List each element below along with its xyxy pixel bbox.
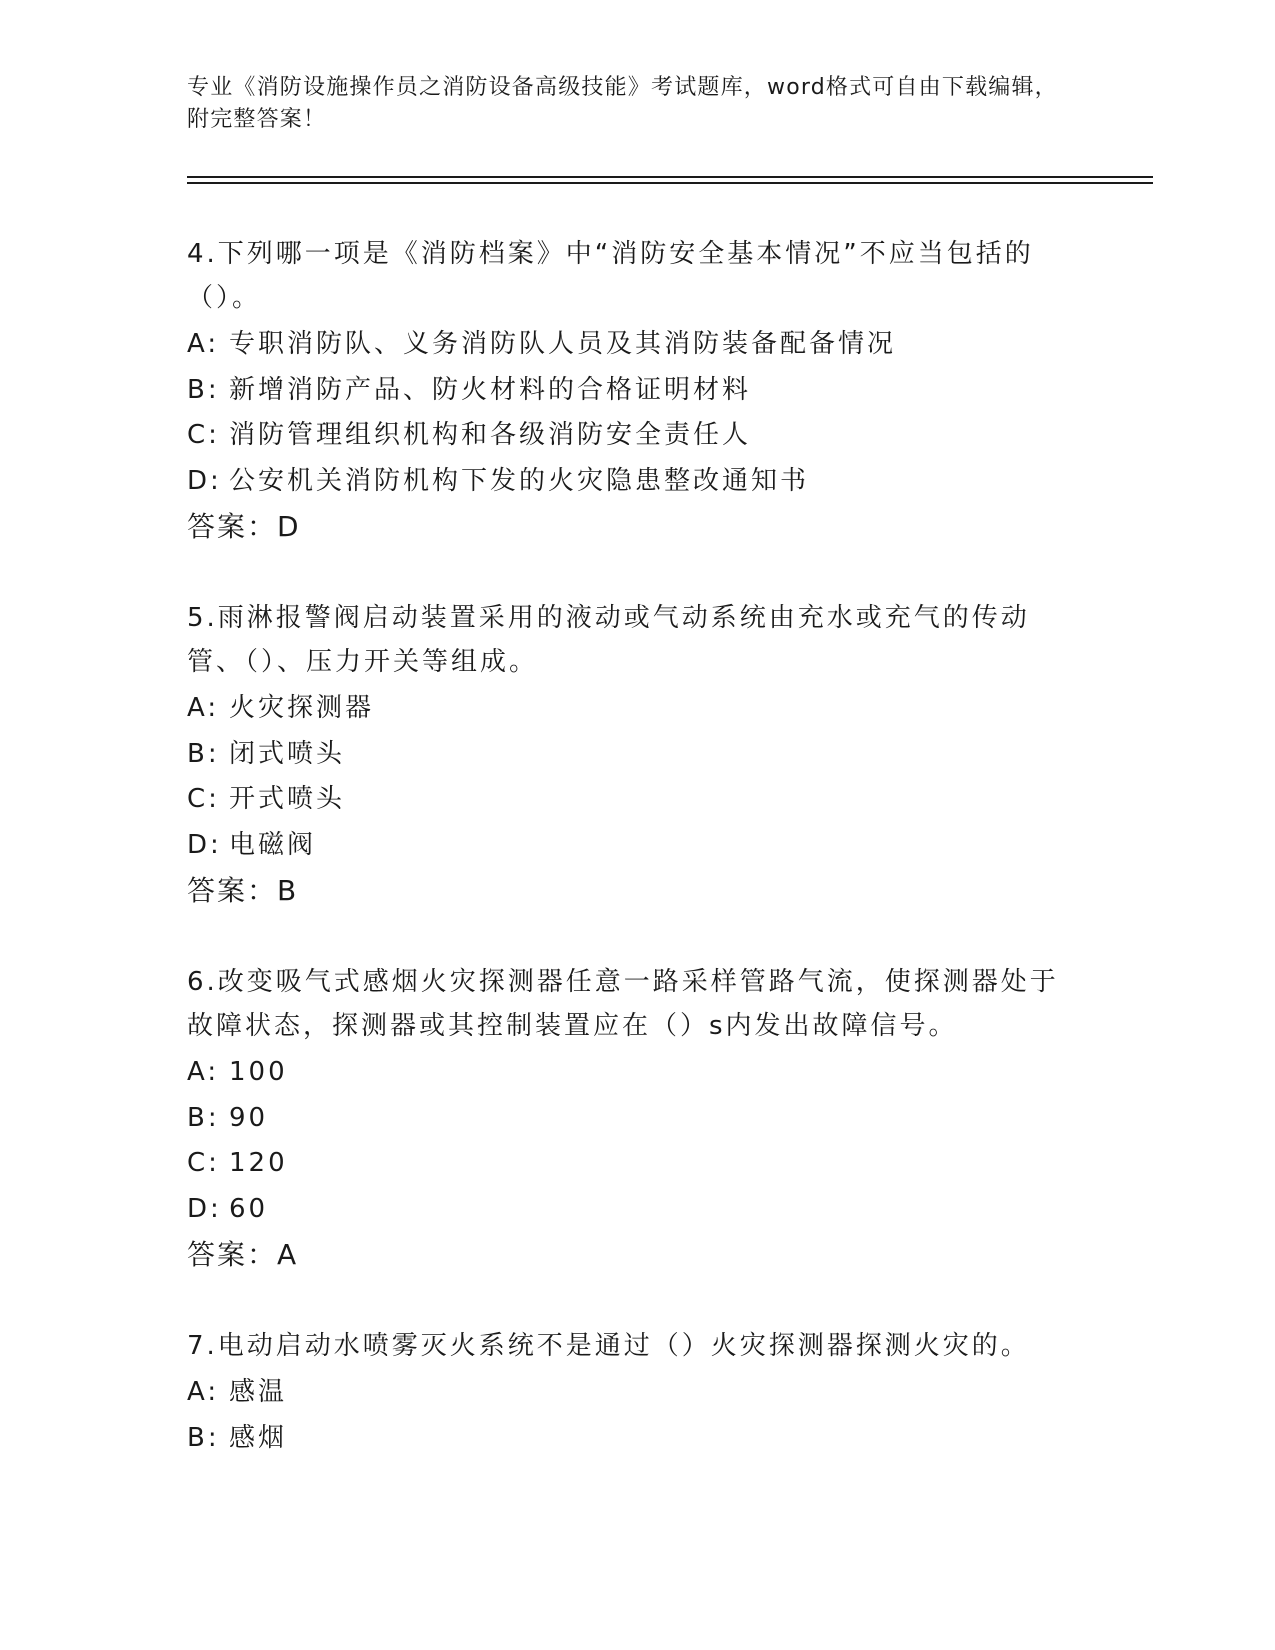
option-text: 60 xyxy=(229,1193,269,1224)
option-text: 感温 xyxy=(229,1377,288,1407)
option-key: B: xyxy=(187,1102,220,1133)
header-divider-top xyxy=(187,176,1153,178)
option-key: C: xyxy=(187,1148,220,1178)
option-a xyxy=(187,686,1067,732)
option-a xyxy=(187,322,1067,368)
question-7 xyxy=(187,1324,1067,1461)
option-text: 100 xyxy=(229,1057,288,1087)
option-c xyxy=(187,777,1067,823)
option-key: D: xyxy=(187,465,222,496)
option-text: 新增消防产品、防火材料的合格证明材料 xyxy=(229,374,752,405)
option-c xyxy=(187,413,1067,459)
question-stem: 4.下列哪一项是《消防档案》中“消防安全基本情况”不应当包括的（）。 xyxy=(187,239,1034,313)
option-text: 消防管理组织机构和各级消防安全责任人 xyxy=(229,420,752,450)
question-6 xyxy=(187,960,1067,1278)
option-text: 电磁阀 xyxy=(229,829,317,860)
answer-value: A xyxy=(277,1238,298,1271)
option-text: 闭式喷头 xyxy=(229,738,346,769)
option-text: 120 xyxy=(229,1148,288,1178)
option-key: C: xyxy=(187,420,220,450)
option-b xyxy=(187,732,1067,778)
answer-label: 答案： xyxy=(187,1238,278,1271)
answer-line xyxy=(187,868,1067,914)
option-key: A: xyxy=(187,329,220,359)
option-b xyxy=(187,1096,1067,1142)
answer-label: 答案： xyxy=(187,510,278,543)
question-stem: 5.雨淋报警阀启动装置采用的液动或气动系统由充水或充气的传动管、（）、压力开关等组成。 xyxy=(187,603,1030,677)
option-b xyxy=(187,1416,1067,1462)
option-d xyxy=(187,459,1067,505)
question-stem: 6.改变吸气式感烟火灾探测器任意一路采样管路气流，使探测器处于故障状态，探测器或其控制装置应在（）s内发出故障信号。 xyxy=(187,967,1059,1041)
option-key: A: xyxy=(187,693,220,723)
option-text: 公安机关消防机构下发的火灾隐患整改通知书 xyxy=(229,465,810,496)
option-key: B: xyxy=(187,738,220,769)
option-key: A: xyxy=(187,1377,220,1407)
header-divider-bottom xyxy=(187,182,1153,184)
option-b xyxy=(187,368,1067,414)
option-a xyxy=(187,1370,1067,1416)
answer-line xyxy=(187,1232,1067,1278)
option-text: 感烟 xyxy=(229,1422,288,1453)
question-stem: 7.电动启动水喷雾灭火系统不是通过（）火灾探测器探测火灾的。 xyxy=(187,1331,1030,1361)
answer-line xyxy=(187,504,1067,550)
option-key: D: xyxy=(187,829,222,860)
option-d xyxy=(187,1187,1067,1233)
answer-value: B xyxy=(277,874,298,907)
option-key: D: xyxy=(187,1193,222,1224)
option-text: 火灾探测器 xyxy=(229,693,375,723)
document-header: 专业《消防设施操作员之消防设备高级技能》考试题库，word格式可自由下载编辑，附完整答案！ xyxy=(187,75,1058,132)
question-4 xyxy=(187,232,1067,550)
option-text: 90 xyxy=(229,1102,269,1133)
option-key: A: xyxy=(187,1057,220,1087)
option-a xyxy=(187,1050,1067,1096)
option-key: C: xyxy=(187,784,220,814)
option-d xyxy=(187,823,1067,869)
option-key: B: xyxy=(187,1422,220,1453)
answer-value: D xyxy=(277,510,300,543)
option-key: B: xyxy=(187,374,220,405)
option-c xyxy=(187,1141,1067,1187)
option-text: 专职消防队、义务消防队人员及其消防装备配备情况 xyxy=(229,329,897,359)
option-text: 开式喷头 xyxy=(229,784,346,814)
answer-label: 答案： xyxy=(187,874,278,907)
question-5 xyxy=(187,596,1067,914)
